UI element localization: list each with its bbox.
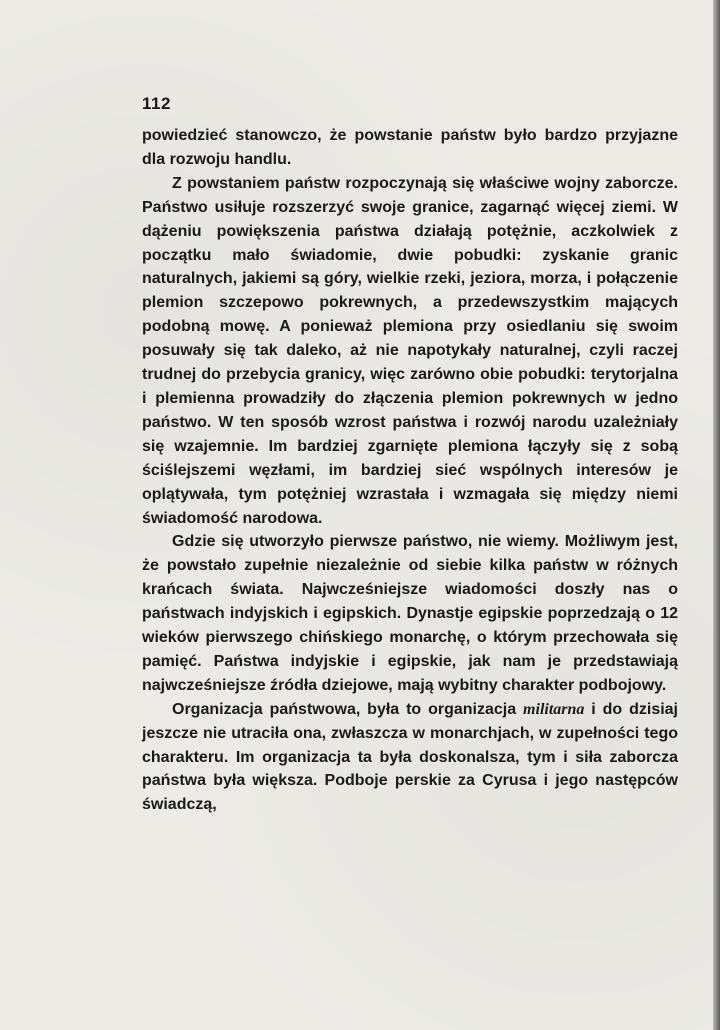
paragraph: [142, 530, 678, 697]
paragraph-text: Z powstaniem państw rozpoczynają się właściwe wojny zaborcze. Państwo usiłuje rozszerzyć swoje granice, zagarnąć więcej ziemi. W dążeniu powiększenia państwa działają potężnie, aczkolwiek z początku mało świadomie, dwie pobudki: zyskanie granic naturalnych, jakiemi są góry, wielkie rzeki, jeziora, morza, i połączenie plemion szczepowo pokrewnych, a przedewszystkim mających podobną mowę. A ponieważ plemiona przy osiedlaniu się swoim posuwały się tak daleko, aż nie napotykały naturalnej, czyli raczej trudnej do przebycia granicy, więc zarówno obie pobudki: terytorjalna i plemienna prowadziły do złączenia plemion pokrewnych w jedno państwo. W ten sposób wzrost państwa i rozwój narodu uzależniały się wzajemnie. Im bardziej zgarnięte plemiona łączyły się z sobą ściślejszemi węzłami, im bardziej sieć wspólnych interesów je oplątywała, tym potężniej wzrastała i wzmagała się między niemi świadomość narodowa.: [142, 174, 678, 527]
paragraph: [142, 124, 678, 172]
paragraph: [142, 172, 678, 531]
paragraph: [142, 698, 678, 818]
paragraph-text: Organizacja państwowa, była to organizacja: [172, 700, 524, 718]
body-text: [142, 124, 678, 817]
paragraph-text: Gdzie się utworzyło pierwsze państwo, nie wiemy. Możliwym jest, że powstało zupełnie niezależnie od siebie kilka państw w różnych krańcach świata. Najwcześniejsze wiadomości doszły nas o państwach indyjskich i egipskich. Dynastje egipskie poprzedzają o 12 wieków pierwszego chińskiego monarchę, o którym przechowała się pamięć. Państwa indyjskie i egipskie, jak nam je przedstawiają najwcześniejsze źródła dziejowe, mają wybitny charakter podbojowy.: [142, 533, 678, 694]
page-number: 112: [142, 94, 171, 113]
paragraph-text: powiedzieć stanowczo, że powstanie państw było bardzo przyjazne dla rozwoju handlu.: [142, 127, 678, 168]
paragraph-text: i do dzisiaj jeszcze nie utraciła ona, zwłaszcza w monarchjach, w zupełności tego charakteru. Im organizacja ta była doskonalsza, tym i siła zaborcza państwa była większa. Podboje perskie za Cyrusa i jego następców świadczą,: [142, 700, 679, 814]
emphasized-word: militarna: [523, 700, 585, 718]
page-edge-shadow: [713, 0, 720, 1030]
